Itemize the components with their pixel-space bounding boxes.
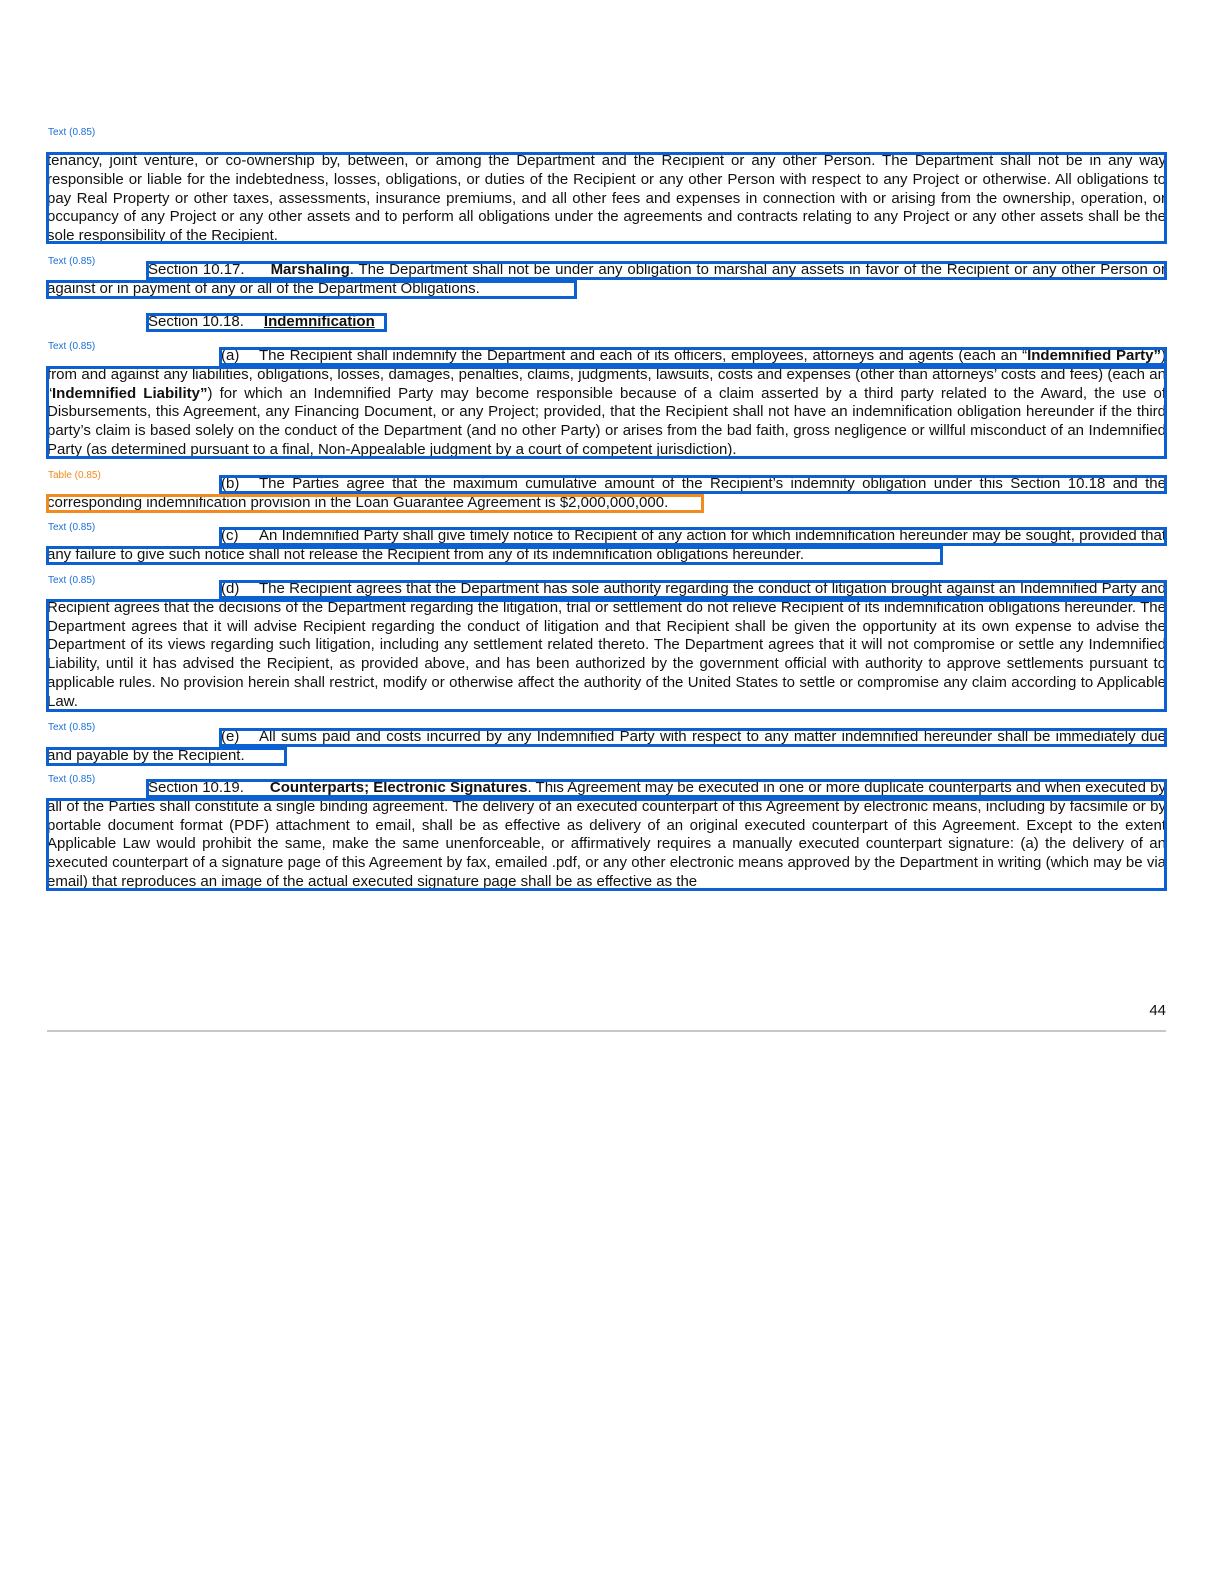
region-box [219, 580, 1167, 599]
paragraph-text: ) for which an Indemnified Party may become responsible because of a claim asserted by a third party related to the Award, the use of Disbursements, this Agreement, any Financing Document, or any Project; provided, that the Recipient shall not have an indemnification obligation hereunder if the third party’s claim is based solely on the conduct of the Department (and no other Party) or arises from the bad faith, gross negligence or willful misconduct of an Indemnified Party (as determined pursuant to a final, Non-Appealable judgment by a court of competent jurisdiction). [47, 384, 1166, 458]
item-number: (b) [221, 475, 240, 492]
section-number: Section 10.17. [148, 261, 245, 278]
section-title: Counterparts; Electronic Signatures [269, 779, 528, 796]
region-box [219, 728, 1167, 747]
region-label: Text (0.85) [48, 522, 96, 533]
region-label: Text (0.85) [48, 341, 96, 352]
item-number: (e) [221, 728, 240, 745]
section-body: . This Agreement may be executed in one or more duplicate counterparts and when executed by all of the Parties shall constitute a single binding agreement. The delivery of an executed counterpart of this Agreement by electronic means, including by facsimile or by portable document format (PDF) attachment to email, shall be as effective as delivery of an original executed counterpart of this Agreement. Except to the extent Applicable Law would prohibit the same, make the same unenforceable, or affirmatively requires a manually executed counterpart signature: (a) the delivery of an executed counterpart of a signature page of this Agreement by fax, emailed .pdf, or any other electronic means approved by the Department in writing (which may be via email) that reproduces an image of the actual executed signature page shall be as effective as the [47, 779, 1166, 890]
region-box [46, 599, 1167, 712]
region-label: Text (0.85) [48, 774, 96, 785]
section-title: Marshaling [270, 261, 350, 278]
section-body: . The Department shall not be under any obligation to marshal any assets in favor of the Recipient or any other Person or against or in payment of any or all of the Department Obligations. [47, 261, 1166, 297]
region-box [46, 366, 1167, 459]
paragraph-text: ) from and against any liabilities, obligations, losses, damages, penalties, claims, judgments, lawsuits, costs and expenses (other than attorneys’ costs and fees) (each an “ [47, 347, 1166, 402]
defined-term: Indemnified Liability” [52, 384, 208, 402]
page-number: 44 [1149, 1002, 1166, 1019]
region-box [46, 280, 577, 299]
region-box [146, 779, 1167, 798]
region-box [219, 475, 1167, 494]
paragraph-text: An Indemnified Party shall give timely notice to Recipient of any action for which indemnification hereunder may be sought, provided that any failure to give such notice shall not release the Recipient from any of its indemnification obligations hereunder. [47, 527, 1166, 563]
region-box [46, 798, 1167, 891]
region-label: Text (0.85) [48, 722, 96, 733]
region-box [146, 261, 1167, 280]
item-number: (a) [221, 347, 240, 364]
paragraph-text: All sums paid and costs incurred by any Indemnified Party with respect to any matter indemnified hereunder shall be immediately due and payable by the Recipient. [47, 728, 1166, 764]
section-title: Indemnification [263, 313, 375, 330]
region-box [46, 747, 287, 766]
region-box [146, 313, 387, 332]
region-box [219, 527, 1167, 546]
region-label: Text (0.85) [48, 127, 96, 138]
paragraph-text: The Recipient shall indemnify the Department and each of its officers, employees, attorneys and agents (each an “ [259, 347, 1028, 364]
defined-term: Indemnified Party” [1027, 347, 1162, 364]
item-number: (d) [221, 580, 240, 597]
paragraph-tenancy: tenancy, joint venture, or co-ownership by, between, or among the Department and the Recipient or any other Person. The Department shall not be in any way responsible or liable for the indebtedness, losses, obligations, or duties of the Recipient or any other Person with respect to any Project or otherwise. All obligations to pay Real Property or other taxes, assessments, insurance premiums, and all other fees and expenses in connection with or arising from the ownership, operation, or occupancy of any Project or any other assets and to perform all obligations under the agreements and contracts relating to any Project or any other assets shall be the sole responsibility of the Recipient. [47, 152, 1166, 244]
region-box [46, 152, 1167, 244]
region-box [46, 546, 943, 565]
section-number: Section 10.19. [148, 779, 244, 796]
paragraph-text: The Recipient agrees that the Department has sole authority regarding the conduct of litigation brought against an Indemnified Party and Recipient agrees that the decisions of the Department regarding the litigation, trial or settlement do not relieve Recipient of its indemnification obligations hereunder. The Department agrees that it will advise Recipient regarding the conduct of litigation and that Recipient shall be given the opportunity at its own expense to advise the Department of its views regarding such litigation, including any settlement related thereto. The Department agrees that it will not compromise or settle any Indemnified Liability, until it has advised the Recipient, as provided above, and has been authorized by the government official with authority to approve settlements pursuant to applicable rules. No provision herein shall restrict, modify or otherwise affect the authority of the United States to settle or compromise any claim according to Applicable Law. [47, 580, 1166, 710]
item-number: (c) [221, 527, 239, 544]
region-label: Text (0.85) [48, 575, 96, 586]
table-region-box [46, 494, 704, 513]
paragraph-text: The Parties agree that the maximum cumulative amount of the Recipient’s indemnity obligation under this Section 10.18 and the corresponding indemnification provision in the Loan Guarantee Agreement is $2,000,000,000. [47, 475, 1166, 511]
footer-divider [47, 1030, 1166, 1032]
section-number: Section 10.18. [148, 313, 244, 330]
region-label: Text (0.85) [48, 256, 96, 267]
region-label: Table (0.85) [48, 470, 101, 481]
region-box [219, 347, 1167, 366]
